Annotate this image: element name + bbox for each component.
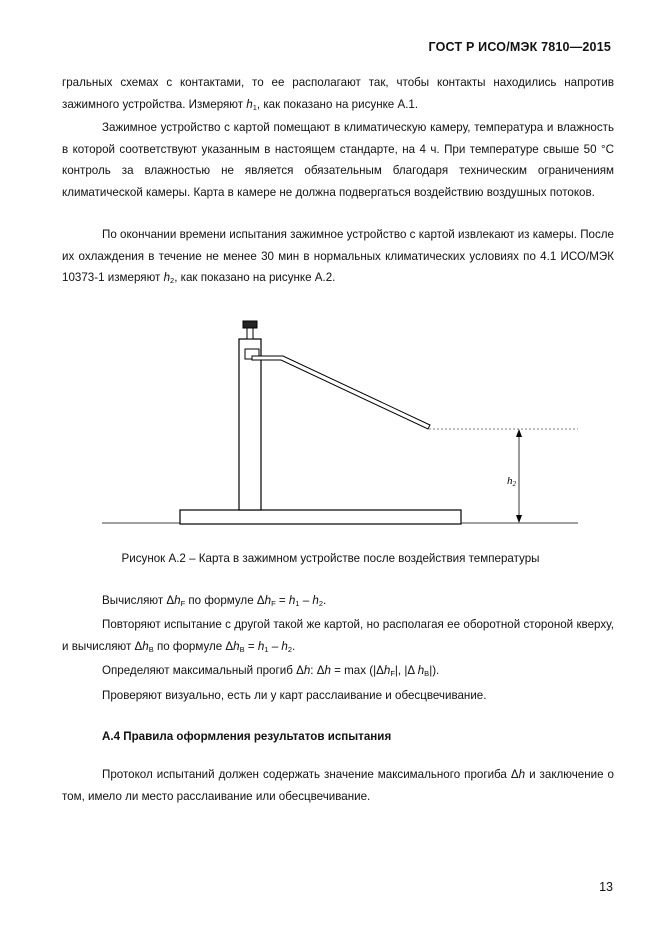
dimension-label: h2 (507, 475, 516, 488)
paragraph-3-tail: , как показано на рисунке А.2. (174, 271, 336, 284)
var-h: h (163, 271, 171, 284)
inspection-line: Проверяют визуально, есть ли у карт расслаивание и обесцвечивание. (102, 689, 487, 702)
final-paragraph: Протокол испытаний должен содержать значение максимального прогиба Δh и заключение о том, имело ли место расслаивание или обесцвечивание. (62, 768, 614, 803)
figure-caption: Рисунок А.2 – Карта в зажимном устройстве после воздействия температуры (121, 552, 540, 565)
document-header: ГОСТ Р ИСО/МЭК 7810—2015 (428, 40, 611, 54)
paragraph-3 (62, 224, 614, 289)
bent-card (252, 356, 430, 429)
paragraph-2: Зажимное устройство с картой помещают в климатическую камеру, температура и влажность в которой соответствуют указанным в настоящем стандарте, на 4 ч. При температуре свыше 50 °С контроль за влажностью не является обязательным благодаря техническим ограничениям климатической камеры. Карта в камере не должна подвергаться воздействию воздушных потоков. (62, 121, 614, 199)
paragraph-1-text: гральных схемах с контактами, то ее располагают так, чтобы контакты находились напротив зажимного устройства. Измеряют (62, 76, 614, 111)
clamp-post (239, 339, 261, 510)
arrow-up-icon (516, 429, 522, 437)
clamp-base (180, 510, 461, 524)
formula-paragraph-2: Повторяют испытание с другой такой же картой, но располагая ее оборотной стороной кверху, и вычисляют $\Delta h_B$ по формуле $\Delta h_B = h_1 - h_2$. (62, 618, 614, 654)
arrow-down-icon (516, 515, 522, 523)
clamp-screw-shaft (247, 328, 253, 339)
paragraph-1-tail: , как показано на рисунке А.1. (256, 97, 419, 111)
paragraph-3-text: По окончании времени испытания зажимное устройство с картой извлекают из камеры. После их охлаждения в течение не менее 30 мин в нормальных климатических условиях по 4.1 ИСО/МЭК 10373-1 измеряют (62, 228, 614, 284)
figure-clamp-diagram (100, 315, 580, 540)
subscript: 1 (252, 102, 257, 112)
clamp-screw-head (243, 321, 257, 328)
page-number: 13 (599, 880, 613, 894)
formula-line-1: Вычисляют $\Delta h_F$ по формуле $\Delta h_F = h_1 - h_2$. (102, 594, 327, 608)
formula-line-3: Определяют максимальный прогиб Δh: $\Delta h = \max (|\Delta h_F|$, |Δ $h_B|$). (102, 664, 440, 678)
paragraph-1 (62, 72, 614, 115)
var-h: h (246, 97, 253, 111)
section-heading: А.4 Правила оформления результатов испытания (102, 730, 392, 743)
subscript: 2 (170, 276, 175, 285)
